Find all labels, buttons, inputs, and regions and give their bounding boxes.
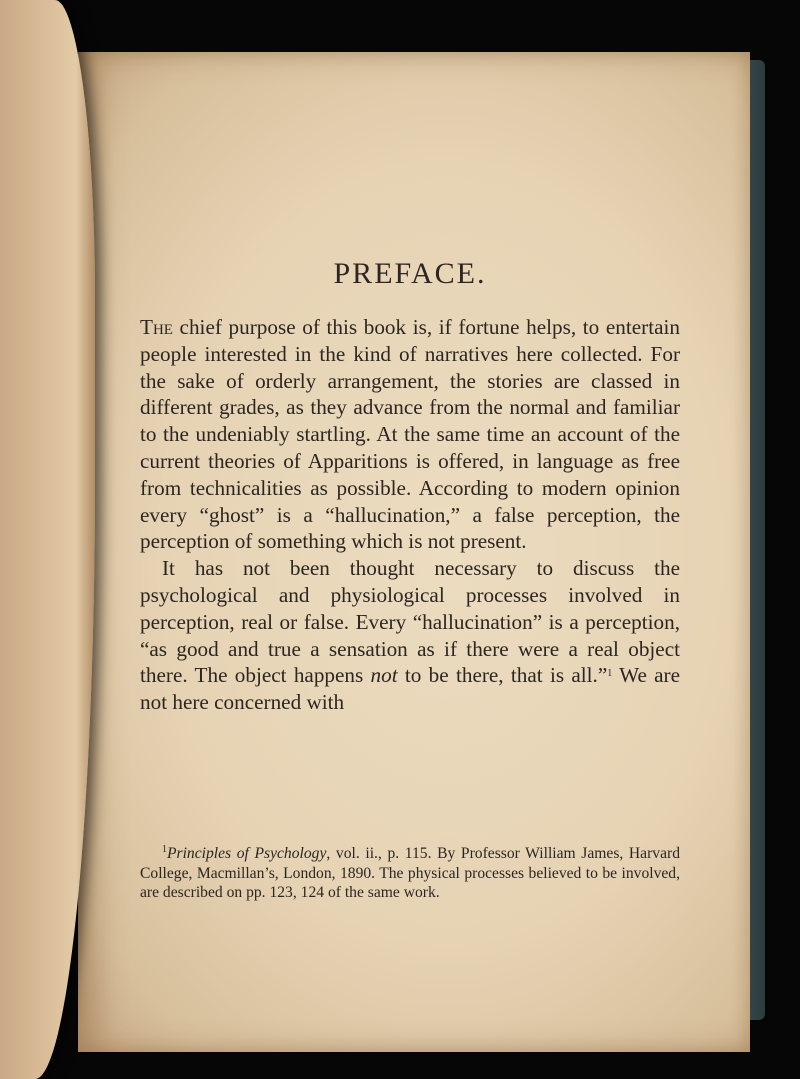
book-page (78, 52, 750, 1052)
footnote-reference: 1 (607, 668, 613, 680)
footnote-text: , vol. ii., p. 115. By Professor William James, Harvard College, Macmillan’s, London, 1890. The physical processes believed to be involved, are described on pp. 123, 124 of the same work. (140, 845, 681, 901)
emphasis-word: not (370, 663, 398, 688)
footnote-book-title: Principles of Psychology (167, 845, 327, 862)
paragraph-2-text-after: to be there, that is all.” (397, 663, 608, 688)
footnote (140, 844, 680, 903)
paragraph-1 (140, 314, 680, 555)
opening-word: The (140, 315, 173, 339)
paragraph-1-text: chief purpose of this book is, if fortune helps, to entertain people interested in the kind of narratives here collected. For the sake of orderly arrangement, the stories are classed in different grades, as they advance from the normal and familiar to the undeniably startling. At the same time an account of the current theories of Apparitions is offered, in language as free from technicalities as possible. According to modern opinion every “ghost” is a “hallucination,” a false perception, the perception of something which is not present. (140, 315, 680, 554)
paragraph-2-text-end: We are not here concerned with (140, 663, 681, 715)
footnote-marker: 1 (162, 844, 167, 855)
page-title: PREFACE. (333, 257, 487, 290)
paragraph-2 (140, 555, 680, 716)
body-text (140, 314, 680, 716)
paragraph-2-text-before: It has not been thought necessary to discuss the psychological and physiological processes involved in perception, real or false. Every “hallucination” is a perception, “as good and true a sensation as if there were a real object there. The object happens (140, 556, 680, 688)
